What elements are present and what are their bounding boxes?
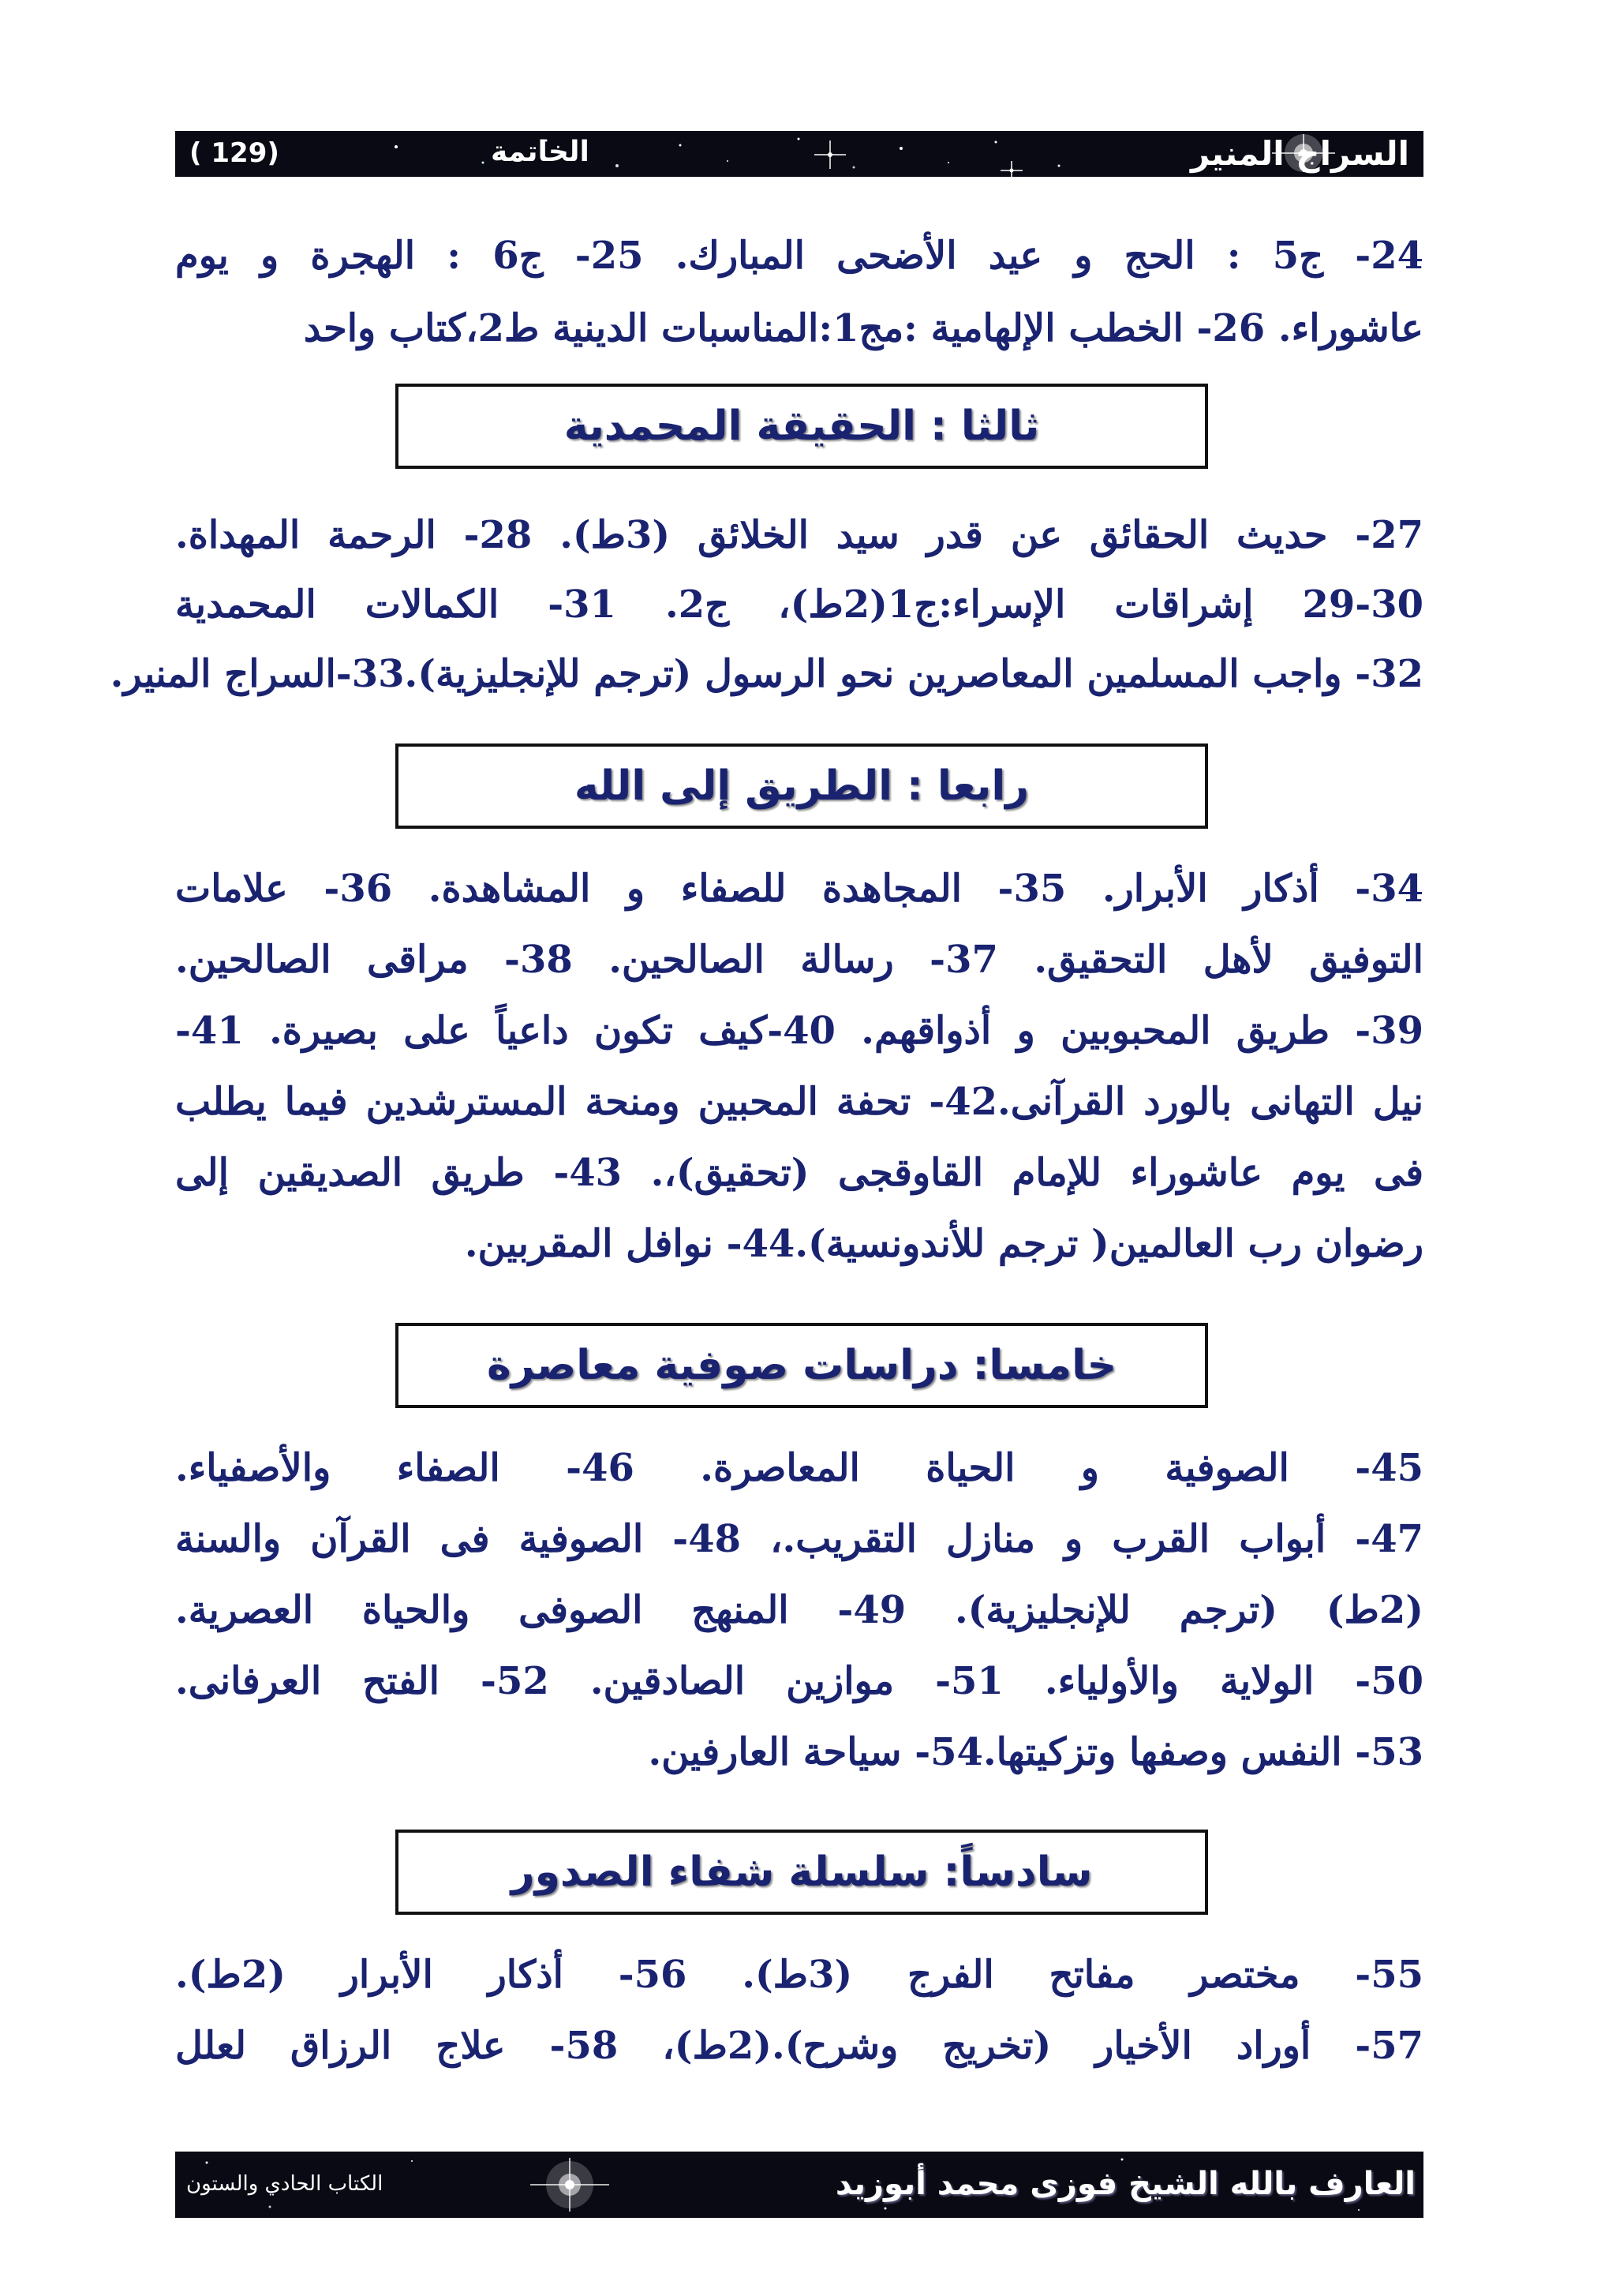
section-list [175,1953,1423,2103]
page-number-value: 129 [211,137,267,169]
list-line: عاشوراء. 26- الخطب الإلهامية :مج1:المناسبات الدينية ط2،كتاب واحد [303,306,1423,350]
list-line: 57- أوراد الأخيار (تخريج وشرح).(2ط)، 58- علاج الرزاق لعلل [175,2024,1423,2068]
section-title-box [395,384,1208,469]
list-line: 55- مختصر مفاتح الفرج (3ط). 56- أذكار الأبرار (2ط). [175,1953,1424,1997]
section-title: سادساً: سلسلة شفاء الصدور [511,1848,1093,1896]
list-line: 39- طريق المحبوبين و أذواقهم. 40-كيف تكون داعياً على بصيرة. 41- [175,1009,1423,1053]
section-list [175,1446,1423,1809]
page-number: ( 129) [189,137,279,169]
intro-list [175,234,1423,376]
list-line: رضوان رب العالمين( ترجم للأندونسية).44- نوافل المقربين. [464,1222,1423,1266]
chapter-name: الخاتمة [491,136,589,168]
section-title: ثالثا : الحقيقة المحمدية [563,403,1040,450]
list-line: 32- واجب المسلمين المعاصرين نحو الرسول (ترجم للإنجليزية).33-السراج المنير. [110,652,1423,696]
list-line: 29-30 إشراقات الإسراء:ج1(2ط)، ج2. 31- الكمالات المحمدية [175,582,1423,627]
section-list [175,867,1423,1309]
section-title: خامسا: دراسات صوفية معاصرة [486,1342,1117,1389]
section-title-box [395,743,1208,829]
list-line: نيل التهانى بالورد القرآنى.42- تحفة المحبين ومنحة المسترشدين فيما يطلب [175,1080,1424,1124]
list-line: 50- الولاية والأولياء. 51- موازين الصادقين. 52- الفتح العرفانى. [175,1659,1423,1703]
page-footer-banner [175,2152,1423,2218]
list-line: (2ط) (ترجم للإنجليزية). 49- المنهج الصوفى والحياة العصرية. [175,1588,1423,1632]
list-line: 47- أبواب القرب و منازل التقريب.، 48- الصوفية فى القرآن والسنة [175,1517,1423,1561]
section-list [110,513,1423,726]
list-line: 27- حديث الحقائق عن قدر سيد الخلائق (3ط). 28- الرحمة المهداة. [175,513,1423,557]
page-header-banner [175,131,1423,177]
footer-book-number: الكتاب الحادي والستون [186,2172,383,2196]
section-title-box [395,1323,1208,1408]
list-line: 24- ج5 : الحج و عيد الأضحى المبارك. 25- ج6 : الهجرة و يوم [175,234,1423,278]
list-line: 45- الصوفية و الحياة المعاصرة. 46- الصفاء والأصفياء. [175,1446,1423,1490]
section-title: رابعا : الطريق إلى الله [574,762,1030,810]
list-line: 53- النفس وصفها وتزكيتها.54- سياحة العارفين. [648,1730,1423,1774]
list-line: 34- أذكار الأبرار. 35- المجاهدة للصفاء و المشاهدة. 36- علامات [175,867,1424,911]
section-title-box [395,1830,1208,1915]
list-line: التوفيق لأهل التحقيق. 37- رسالة الصالحين. 38- مراقى الصالحين. [175,938,1423,982]
list-line: فى يوم عاشوراء للإمام القاوقجى (تحقيق)،. 43- طريق الصديقين إلى [175,1151,1424,1195]
book-title: السراج المنير [1190,134,1409,173]
footer-author: العارف بالله الشيخ فوزى محمد أبوزيد [835,2166,1416,2202]
